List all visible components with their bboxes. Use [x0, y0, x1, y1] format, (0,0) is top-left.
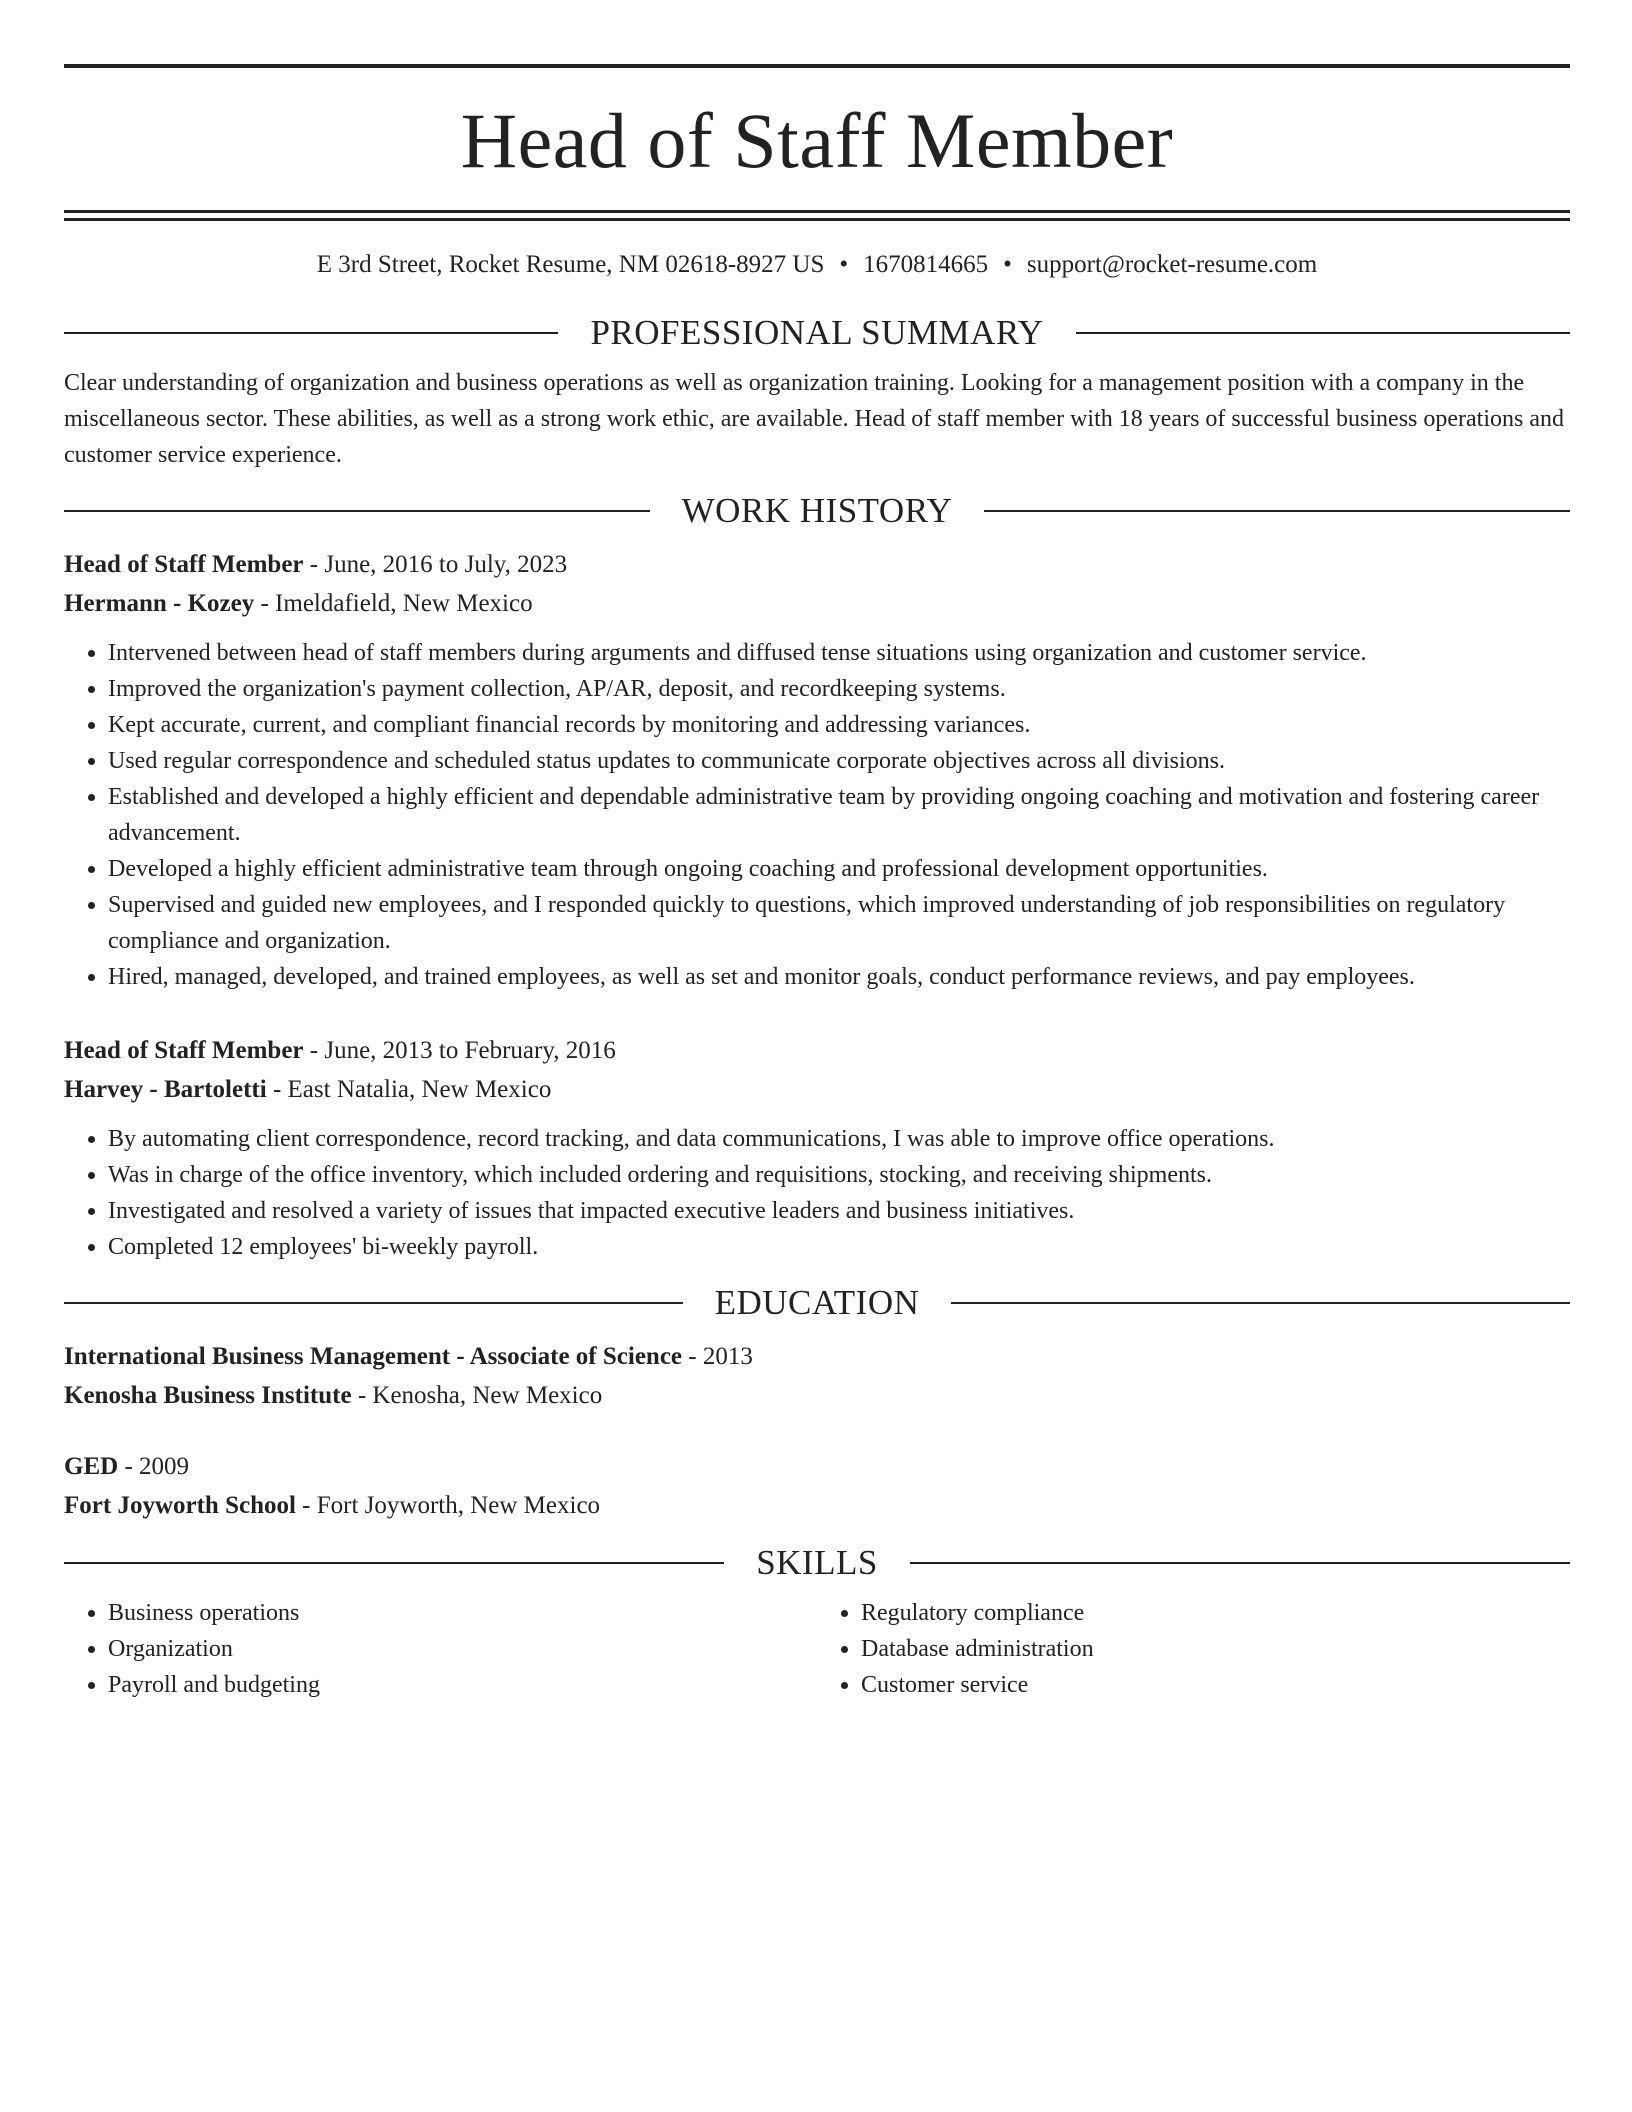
- education-school-line: [64, 1486, 1570, 1525]
- job-bullet: • Established and developed a highly efficient and dependable administrative team by providing ongoing coaching and motivation and fostering career advancement.: [108, 779, 1570, 851]
- skills-column-left: [64, 1595, 817, 1703]
- skill-item: • Database administration: [861, 1631, 1570, 1667]
- skills-list: [64, 1595, 1570, 1703]
- job-bullet: • By automating client correspondence, record tracking, and data communications, I was able to improve office operations.: [108, 1121, 1570, 1157]
- job-bullet: • Developed a highly efficient administrative team through ongoing coaching and professional development opportunities.: [108, 851, 1570, 887]
- work-section-heading: [64, 491, 1570, 531]
- job-entry: [64, 1031, 1570, 1265]
- summary-text: Clear understanding of organization and business operations as well as organization training. Looking for a management position with a company in the miscellaneous sector. These abilities, as well as a strong work ethic, are available. Head of staff member with 18 years of successful business operations and customer service experience.: [64, 370, 1564, 468]
- education-location: - Fort Joyworth, New Mexico: [295, 1492, 601, 1519]
- education-entry: [64, 1337, 1570, 1415]
- contact-address: E 3rd Street, Rocket Resume, NM 02618-8927 US: [316, 251, 825, 278]
- job-bullet: • Supervised and guided new employees, and I responded quickly to questions, which improved understanding of job responsibilities on regulatory compliance and organization.: [108, 887, 1570, 959]
- heading-rule: [64, 510, 650, 512]
- heading-rule: [64, 1302, 683, 1304]
- job-bullet: • Used regular correspondence and scheduled status updates to communicate corporate objectives across all divisions.: [108, 743, 1570, 779]
- education-school: Fort Joyworth School: [64, 1492, 296, 1519]
- education-degree: International Business Management - Associate of Science: [64, 1343, 683, 1370]
- job-bullet: • Completed 12 employees' bi-weekly payroll.: [108, 1229, 1570, 1265]
- skill-item: • Customer service: [861, 1667, 1570, 1703]
- contact-phone: 1670814665: [863, 251, 989, 278]
- skills-section-heading: [64, 1543, 1570, 1583]
- job-title-line: [64, 1031, 1570, 1070]
- education-year: - 2009: [118, 1453, 190, 1480]
- education-entry: [64, 1447, 1570, 1525]
- job-dates: - June, 2013 to February, 2016: [303, 1037, 616, 1064]
- job-company-line: [64, 584, 1570, 623]
- education-year: - 2013: [682, 1343, 753, 1370]
- job-bullets: [64, 635, 1570, 995]
- job-company-line: [64, 1070, 1570, 1109]
- job-title: Head of Staff Member: [64, 551, 304, 578]
- header-top-rule: [64, 64, 1570, 68]
- education-location: - Kenosha, New Mexico: [351, 1382, 603, 1409]
- job-title: Head of Staff Member: [64, 1037, 304, 1064]
- job-bullet: • Hired, managed, developed, and trained employees, as well as set and monitor goals, conduct performance reviews, and pay employees.: [108, 959, 1570, 995]
- job-bullet: • Improved the organization's payment collection, AP/AR, deposit, and recordkeeping systems.: [108, 671, 1570, 707]
- contact-separator: •: [1003, 251, 1012, 278]
- job-title-line: [64, 545, 1570, 584]
- skill-item: • Regulatory compliance: [861, 1595, 1570, 1631]
- job-bullets: [64, 1121, 1570, 1265]
- education-degree-line: [64, 1337, 1570, 1376]
- skill-item: • Payroll and budgeting: [108, 1667, 817, 1703]
- resume-page: [64, 64, 1570, 1703]
- skills-column-right: [817, 1595, 1570, 1703]
- heading-rule: [910, 1562, 1570, 1564]
- job-company: Harvey - Bartoletti: [64, 1076, 267, 1103]
- job-bullet: • Intervened between head of staff members during arguments and diffused tense situations using organization and customer service.: [108, 635, 1570, 671]
- summary-heading-text: PROFESSIONAL SUMMARY: [590, 313, 1044, 352]
- heading-rule: [64, 332, 558, 334]
- job-bullet: • Investigated and resolved a variety of issues that impacted executive leaders and business initiatives.: [108, 1193, 1570, 1229]
- skill-item: • Business operations: [108, 1595, 817, 1631]
- heading-rule: [951, 1302, 1570, 1304]
- education-school: Kenosha Business Institute: [64, 1382, 352, 1409]
- education-section-heading: [64, 1283, 1570, 1323]
- job-bullet: • Was in charge of the office inventory, which included ordering and requisitions, stocking, and receiving shipments.: [108, 1157, 1570, 1193]
- skill-item: • Organization: [108, 1631, 817, 1667]
- job-company: Hermann - Kozey: [64, 590, 255, 617]
- heading-rule: [64, 1562, 724, 1564]
- candidate-name: Head of Staff Member: [460, 97, 1174, 184]
- education-degree: GED: [64, 1453, 119, 1480]
- work-heading-text: WORK HISTORY: [681, 491, 953, 530]
- job-location: - East Natalia, New Mexico: [266, 1076, 552, 1103]
- contact-separator: •: [839, 251, 849, 278]
- contact-line: [64, 251, 1570, 279]
- job-entry: [64, 545, 1570, 995]
- skills-heading-text: SKILLS: [756, 1543, 878, 1582]
- education-degree-line: [64, 1447, 1570, 1486]
- header-double-rule: [64, 210, 1570, 221]
- education-heading-text: EDUCATION: [714, 1283, 920, 1322]
- contact-email: support@rocket-resume.com: [1026, 251, 1318, 278]
- job-bullet: • Kept accurate, current, and compliant financial records by monitoring and addressing variances.: [108, 707, 1570, 743]
- heading-rule: [984, 510, 1570, 512]
- job-dates: - June, 2016 to July, 2023: [303, 551, 568, 578]
- heading-rule: [1076, 332, 1570, 334]
- education-school-line: [64, 1376, 1570, 1415]
- job-location: - Imeldafield, New Mexico: [254, 590, 533, 617]
- summary-section-heading: [64, 313, 1570, 353]
